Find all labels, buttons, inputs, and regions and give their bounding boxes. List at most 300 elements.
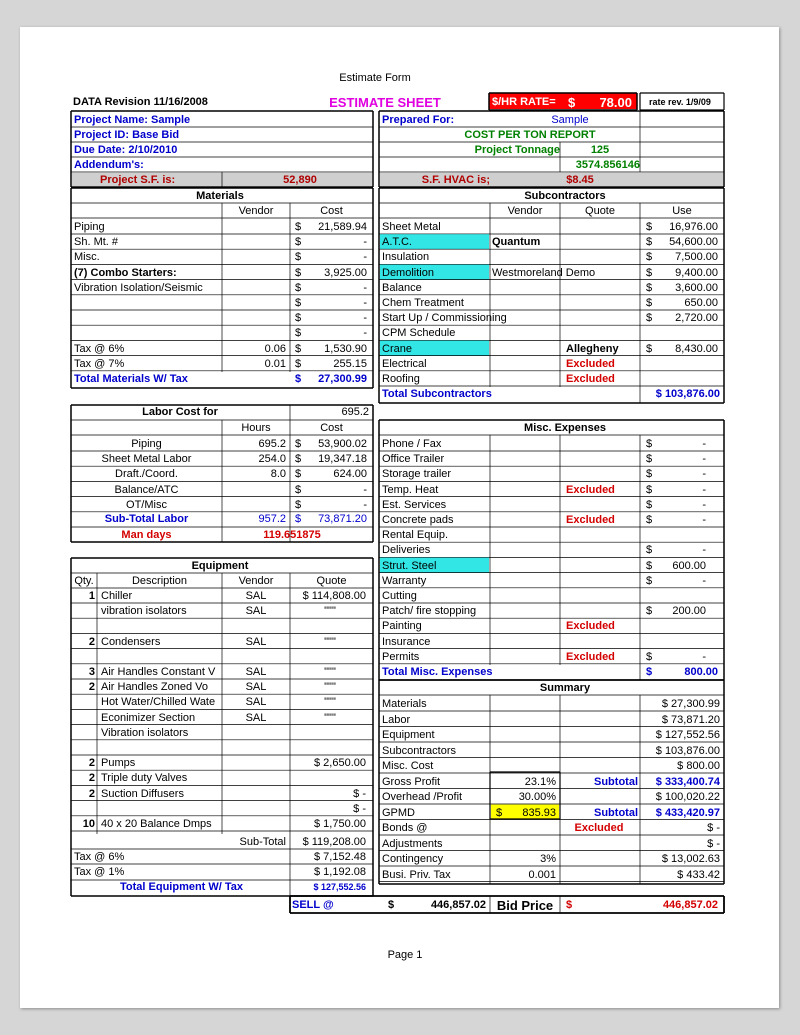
subcontractor-note: Excluded: [566, 357, 615, 370]
subcontractor-currency: $: [646, 266, 653, 279]
equipment-quote: [294, 727, 366, 740]
equipment-qty: [71, 712, 95, 725]
labor-hours: [222, 499, 286, 512]
summary-sub: Subtotal: [594, 806, 638, 819]
labor-hours: 254.0: [258, 453, 286, 466]
subcontractor-note: [566, 267, 640, 280]
summary-value: $ 27,300.99: [661, 698, 720, 710]
subcontractor-label: CPM Schedule: [382, 327, 456, 340]
equipment-desc: [101, 651, 221, 664]
misc-value: -: [702, 483, 706, 496]
summary-label: Overhead /Profit: [382, 791, 463, 803]
subcontractor-note: [566, 236, 640, 249]
misc-note: Excluded: [566, 650, 615, 663]
subcontractor-currency: [646, 373, 656, 386]
misc-label: Cutting: [382, 590, 417, 602]
labor-currency: $: [295, 483, 302, 496]
summary-sub: [560, 698, 638, 711]
material-value: -: [363, 327, 367, 340]
misc-note: [566, 636, 640, 649]
labor-label: Piping: [131, 438, 162, 450]
misc-label: Concrete pads: [382, 514, 454, 526]
material-vendor: 0.06: [264, 342, 286, 355]
project-sf-value: 52,890: [283, 174, 317, 186]
summary-value: $ -: [707, 822, 720, 834]
misc-value: -: [702, 514, 706, 526]
equipment-desc: Vibration isolators: [101, 726, 189, 739]
qty-col: Qty.: [74, 575, 94, 587]
tonnage-label: Project Tonnage: [474, 144, 560, 156]
labor-title-value: 695.2: [341, 406, 369, 418]
estimate-page: [20, 27, 779, 1008]
misc-currency: [646, 529, 656, 542]
summary-value: $ -: [707, 837, 720, 850]
material-vendor: [222, 297, 286, 310]
labor-hours: 8.0: [270, 468, 286, 481]
subcontractors-title: Subcontractors: [524, 190, 606, 202]
equipment-vendor: [222, 742, 290, 755]
misc-currency: $: [646, 559, 653, 572]
material-value: -: [363, 251, 367, 264]
summary-value: $ 127,552.56: [655, 729, 720, 741]
subcontractor-currency: $: [646, 342, 653, 355]
subcontractor-currency: $: [646, 251, 653, 264]
summary-value: $ 73,871.20: [661, 713, 720, 726]
hr-rate-dollar: $: [568, 95, 576, 110]
misc-currency: [646, 590, 656, 603]
summary-value: $ 100,020.22: [655, 791, 720, 803]
summary-sub: Excluded: [574, 822, 624, 834]
subcontractor-note: [566, 312, 640, 325]
material-value: -: [363, 312, 367, 325]
summary-sub: [560, 760, 638, 773]
labor-label: Draft./Coord.: [115, 468, 178, 481]
material-label: [74, 297, 222, 310]
equipment-subtotal-value: $ 119,208.00: [302, 836, 366, 848]
misc-value: -: [702, 574, 706, 587]
subcontractor-value: 8,430.00: [675, 342, 718, 355]
subcontractor-note: [566, 297, 640, 310]
equipment-vendor: SAL: [245, 666, 267, 678]
misc-note: [566, 453, 640, 466]
labor-value: 53,900.02: [318, 438, 367, 450]
equipment-desc: Condensers: [101, 635, 161, 648]
tonnage-calc: 3574.856146: [575, 159, 640, 171]
labor-title: Labor Cost for: [142, 406, 218, 418]
material-value: -: [363, 236, 367, 249]
summary-mid: [490, 822, 556, 835]
equipment-qty: [71, 620, 95, 633]
labor-hours: 695.2: [258, 438, 286, 450]
misc-label: Insurance: [382, 635, 431, 648]
equipment-vendor: SAL: [245, 635, 267, 648]
equipment-tax1-value: $ 7,152.48: [314, 851, 366, 863]
equipment-total-label: Total Equipment W/ Tax: [120, 881, 244, 893]
labor-value: 624.00: [333, 468, 367, 481]
equipment-vendor: SAL: [245, 681, 267, 694]
material-value: -: [363, 297, 367, 309]
misc-currency: [646, 620, 656, 633]
material-currency: $: [295, 251, 302, 264]
materials-total-currency: $: [295, 373, 302, 385]
summary-mid: 0.001: [528, 868, 556, 881]
equipment-vendor: [222, 772, 290, 785]
summary-mid: [490, 760, 556, 773]
misc-label: Patch/ fire stopping: [382, 605, 477, 618]
material-value: -: [363, 281, 367, 294]
material-currency: $: [295, 266, 302, 279]
subcontractor-currency: [646, 358, 656, 371]
equipment-quote: $ 1,750.00: [314, 818, 366, 830]
summary-value: $ 13,002.63: [661, 853, 720, 865]
subcontractor-currency: $: [646, 221, 653, 233]
labor-currency: $: [295, 453, 302, 466]
project-name: Project Name: Sample: [74, 114, 191, 126]
subcontractor-currency: $: [646, 297, 653, 309]
misc-value: [656, 620, 706, 633]
equipment-desc: [101, 742, 221, 755]
subcontractor-value: 54,600.00: [669, 236, 718, 249]
project-id: Project ID: Base Bid: [74, 129, 180, 141]
equipment-quote: """: [324, 635, 336, 648]
material-vendor: [222, 267, 286, 280]
labor-value: 19,347.18: [318, 453, 367, 466]
summary-label: Busi. Priv. Tax: [382, 868, 451, 881]
summary-mid: 3%: [540, 853, 556, 865]
equipment-vendor: [222, 788, 290, 801]
subcontractor-currency: $: [646, 312, 653, 325]
misc-currency: [646, 636, 656, 649]
equipment-vendor: [222, 757, 290, 770]
misc-note: [566, 575, 640, 588]
misc-note: [566, 605, 640, 618]
misc-value: -: [702, 498, 706, 511]
misc-value: [656, 636, 706, 649]
equipment-quote: [294, 620, 366, 633]
summary-label: Adjustments: [382, 837, 443, 850]
misc-value: -: [702, 453, 706, 466]
equipment-quote: $ 114,808.00: [302, 590, 366, 602]
vendor-col: Vendor: [238, 205, 274, 217]
misc-note: Excluded: [566, 483, 615, 496]
material-label: Piping: [74, 221, 105, 233]
hr-rate-label: $/HR RATE=: [492, 96, 556, 108]
sell-value: 446,857.02: [430, 899, 486, 911]
sf-hvac-label: S.F. HVAC is;: [421, 174, 490, 186]
misc-total-label: Total Misc. Expenses: [382, 666, 493, 678]
equipment-vendor: SAL: [245, 696, 267, 709]
subcontractor-label: Start Up / Commissioning: [382, 312, 507, 325]
subcontractor-note: [566, 327, 640, 340]
misc-note: [566, 544, 640, 557]
summary-value: $ 433,420.97: [655, 806, 720, 819]
equipment-qty: [71, 651, 95, 664]
misc-label: Warranty: [382, 574, 427, 587]
equipment-qty: [71, 696, 95, 709]
misc-note: [566, 560, 640, 573]
equipment-qty: 2: [88, 787, 95, 800]
sell-currency: $: [388, 899, 395, 911]
subcontractor-label: Demolition: [382, 266, 434, 279]
material-vendor: [222, 251, 286, 264]
material-currency: $: [295, 357, 302, 370]
desc-col: Description: [131, 575, 188, 587]
misc-label: Strut. Steel: [382, 559, 437, 572]
equipment-qty: [71, 727, 95, 740]
equipment-desc: Air Handles Constant V: [101, 666, 216, 678]
equipment-vendor: SAL: [245, 605, 267, 618]
summary-value: $ 103,876.00: [655, 744, 720, 757]
labor-currency: $: [295, 468, 302, 481]
labor-label: OT/Misc: [126, 498, 167, 511]
subcontractor-note: Allegheny: [566, 342, 619, 355]
material-currency: $: [295, 297, 302, 309]
material-vendor: 0.01: [264, 357, 286, 370]
labor-label: Sheet Metal Labor: [101, 453, 192, 466]
misc-currency: $: [646, 498, 653, 511]
subcontractor-value: 2,720.00: [675, 312, 718, 325]
equipment-desc: 40 x 20 Balance Dmps: [101, 818, 212, 830]
material-currency: $: [295, 312, 302, 325]
subcontractor-note: Excluded: [566, 373, 615, 385]
equipment-quote: """: [324, 696, 336, 709]
page-footer: Page 1: [387, 949, 423, 961]
equipment-desc: Air Handles Zoned Vo: [101, 681, 209, 694]
equipment-quote: """: [324, 666, 336, 678]
data-revision: DATA Revision 11/16/2008: [73, 96, 208, 108]
equip-quote-col: Quote: [316, 575, 347, 587]
misc-value: 200.00: [672, 605, 706, 618]
material-label: [74, 327, 222, 340]
misc-label: Phone / Fax: [382, 438, 442, 450]
equipment-desc: Suction Diffusers: [101, 787, 184, 800]
misc-label: Permits: [382, 650, 420, 663]
subcontractor-value: 7,500.00: [675, 251, 718, 264]
equipment-vendor: [222, 727, 290, 740]
sell-label: SELL @: [292, 899, 334, 911]
misc-label: Painting: [382, 620, 422, 633]
equipment-qty: [71, 742, 95, 755]
equipment-quote: """: [324, 681, 336, 694]
labor-label: Balance/ATC: [114, 483, 179, 496]
summary-mid: 23.1%: [524, 775, 556, 788]
equipment-desc: [101, 620, 221, 633]
materials-title: Materials: [196, 190, 244, 202]
equipment-quote: $ 2,650.00: [314, 757, 366, 770]
subcontractor-vendor: Quantum: [492, 236, 541, 249]
summary-sub: [560, 869, 638, 882]
equipment-tax2-label: Tax @ 1%: [74, 866, 125, 878]
subtotal-labor-hours: 957.2: [258, 513, 286, 525]
summary-label: Subcontractors: [382, 744, 456, 757]
material-vendor: [222, 312, 286, 325]
misc-currency: $: [646, 468, 653, 481]
equipment-desc: Triple duty Valves: [101, 772, 188, 785]
subtotal-labor-currency: $: [295, 513, 302, 525]
equipment-quote: [294, 651, 366, 664]
subcontractor-label: Sheet Metal: [382, 221, 441, 233]
misc-label: Deliveries: [382, 544, 431, 557]
material-currency: $: [295, 281, 302, 294]
summary-title: Summary: [539, 682, 591, 694]
material-label: Vibration Isolation/Seismic: [74, 281, 203, 294]
subtotal-labor-label: Sub-Total Labor: [104, 513, 189, 525]
equipment-quote: $ -: [353, 787, 366, 800]
misc-label: Temp. Heat: [382, 483, 439, 496]
misc-label: Est. Services: [382, 498, 447, 511]
equipment-desc: Econimizer Section: [101, 711, 196, 724]
equipment-vendor: SAL: [245, 590, 267, 602]
equipment-desc: vibration isolators: [101, 605, 187, 618]
equipment-tax2-value: $ 1,192.08: [314, 866, 366, 878]
materials-total-label: Total Materials W/ Tax: [74, 373, 188, 385]
summary-sub: [560, 838, 638, 851]
misc-note: Excluded: [566, 514, 615, 526]
material-vendor: [222, 221, 286, 234]
summary-label: GPMD: [382, 806, 415, 819]
summary-label: Gross Profit: [382, 775, 441, 788]
misc-value: [656, 590, 706, 603]
misc-total-value: 800.00: [684, 666, 718, 678]
misc-note: [566, 499, 640, 512]
material-currency: $: [295, 342, 302, 355]
summary-sub: [560, 714, 638, 727]
material-vendor: [222, 327, 286, 340]
misc-title: Misc. Expenses: [524, 422, 606, 434]
material-value: 255.15: [333, 357, 367, 370]
misc-note: [566, 438, 640, 451]
material-label: (7) Combo Starters:: [74, 266, 177, 279]
summary-value: $ 433.42: [677, 868, 720, 881]
bid-price-label: Bid Price: [496, 898, 554, 913]
labor-currency: $: [295, 498, 302, 511]
summary-mid: 835.93: [522, 806, 556, 819]
subcontractor-value: 16,976.00: [669, 221, 718, 233]
equipment-qty: 1: [88, 590, 95, 602]
misc-note: [566, 529, 640, 542]
misc-value: -: [702, 438, 706, 450]
bid-value: 446,857.02: [662, 899, 718, 911]
summary-label: Labor: [382, 713, 411, 726]
document-title: Estimate Form: [339, 72, 411, 84]
equipment-quote: [294, 742, 366, 755]
misc-label: Office Trailer: [382, 453, 445, 466]
cost-col: Cost: [320, 205, 343, 217]
equipment-vendor: [222, 620, 290, 633]
misc-note: [566, 590, 640, 603]
material-currency: $: [295, 327, 302, 340]
due-date: Due Date: 2/10/2010: [74, 144, 178, 156]
equipment-desc: [101, 803, 221, 816]
subcontractor-value: [656, 373, 718, 386]
summary-label: Equipment: [382, 729, 435, 741]
equipment-desc: Pumps: [101, 757, 136, 770]
gpmd-currency: $: [496, 806, 503, 819]
equipment-qty: 2: [88, 635, 95, 648]
equipment-vendor: [222, 818, 290, 831]
summary-label: Misc. Cost: [382, 760, 434, 772]
material-label: Tax @ 6%: [74, 342, 125, 355]
bid-currency: $: [566, 899, 573, 911]
summary-sub: [560, 853, 638, 866]
summary-mid: [490, 714, 556, 727]
material-currency: $: [295, 221, 302, 233]
subcontractor-label: A.T.C.: [382, 236, 412, 249]
equip-vendor-col: Vendor: [238, 575, 274, 587]
labor-value: -: [363, 498, 367, 511]
material-value: 3,925.00: [324, 266, 367, 279]
summary-mid: [490, 698, 556, 711]
equipment-total-value: $ 127,552.56: [313, 882, 366, 892]
misc-label: Rental Equip.: [382, 529, 449, 542]
misc-currency: $: [646, 483, 653, 496]
equipment-qty: [71, 803, 95, 816]
subcontractor-value: 3,600.00: [675, 281, 718, 294]
equipment-title: Equipment: [191, 560, 249, 572]
subcontractor-note: [566, 251, 640, 264]
summary-value: $ 800.00: [677, 760, 720, 772]
equipment-subtotal-label: Sub-Total: [239, 836, 286, 848]
subcontractor-label: Electrical: [382, 357, 427, 370]
material-vendor: [222, 236, 286, 249]
material-label: Sh. Mt. #: [74, 236, 119, 249]
subcontractor-label: Balance: [382, 281, 422, 294]
subcontractor-currency: $: [646, 281, 653, 294]
prepared-label: Prepared For:: [382, 114, 455, 126]
project-sf-label: Project S.F. is:: [100, 174, 176, 186]
material-label: [74, 312, 222, 325]
misc-total-currency: $: [646, 666, 653, 678]
labor-value: -: [363, 483, 367, 496]
cost-per-ton: COST PER TON REPORT: [464, 129, 596, 141]
misc-currency: $: [646, 574, 653, 587]
summary-mid: [490, 838, 556, 851]
man-days-label: Man days: [121, 529, 172, 541]
hours-col: Hours: [241, 422, 271, 434]
equipment-vendor: [222, 651, 290, 664]
summary-mid: [490, 729, 556, 742]
summary-mid: 30.00%: [518, 791, 556, 803]
hr-rate-value: 78.00: [599, 95, 632, 110]
subcontractor-value: 650.00: [684, 297, 718, 309]
misc-value: 600.00: [672, 559, 706, 572]
equipment-quote: [294, 772, 366, 785]
subcontractors-total-value: $ 103,876.00: [655, 388, 720, 400]
sub-use-col: Use: [672, 205, 692, 217]
misc-currency: $: [646, 438, 653, 450]
materials-total-value: 27,300.99: [318, 373, 367, 385]
material-value: 1,530.90: [324, 342, 367, 355]
subcontractor-vendor: Westmoreland Demo: [492, 266, 596, 279]
summary-label: Contingency: [382, 853, 444, 865]
equipment-qty: 3: [88, 666, 95, 678]
material-value: 21,589.94: [318, 221, 367, 233]
subcontractor-currency: [646, 327, 656, 340]
sf-hvac-value: $8.45: [566, 174, 594, 186]
subcontractor-value: 9,400.00: [675, 266, 718, 279]
subtotal-labor-value: 73,871.20: [318, 513, 367, 525]
material-vendor: [222, 282, 286, 295]
labor-hours: [222, 484, 286, 497]
summary-label: Bonds @: [382, 822, 428, 834]
addendum: Addendum's:: [74, 159, 144, 171]
misc-value: [656, 529, 706, 542]
equipment-qty: 2: [88, 772, 95, 785]
subcontractor-value: [656, 327, 718, 340]
sheet-title: ESTIMATE SHEET: [329, 95, 441, 110]
prepared-value: Sample: [551, 114, 589, 126]
equipment-desc: Hot Water/Chilled Wate: [101, 696, 216, 709]
